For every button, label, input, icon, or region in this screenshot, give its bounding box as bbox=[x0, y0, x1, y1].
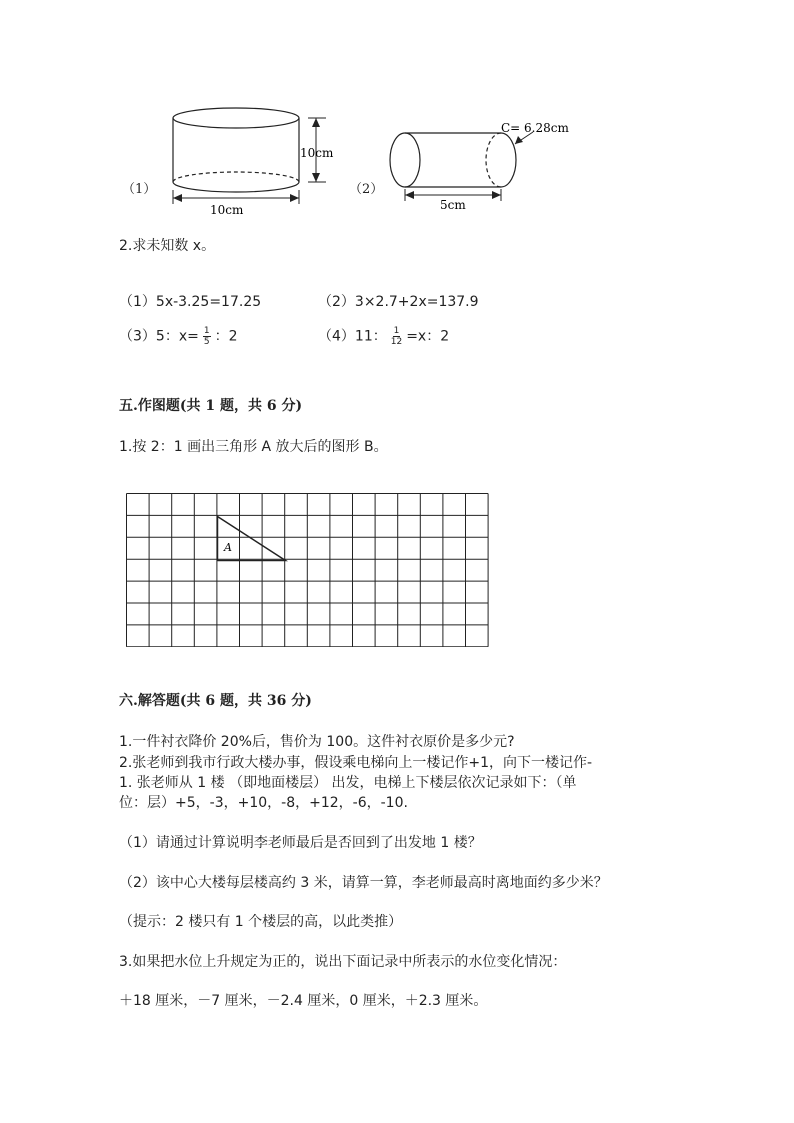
section-6-question-2-sub-1: （1）请通过计算说明李老师最后是否回到了出发地 1 楼？ bbox=[119, 835, 482, 851]
section-6-question-2-line-1: 2.张老师到我市行政大楼办事，假设乘电梯向上一楼记作+1，向下一楼记作- bbox=[119, 755, 593, 771]
equation-3 bbox=[119, 326, 238, 347]
equation-4-suffix: =x：2 bbox=[406, 328, 450, 345]
section-6-question-2-sub-2: （2）该中心大楼每层楼高约 3 米，请算一算，李老师最高时离地面约多少米？ bbox=[119, 875, 608, 891]
drawing-grid bbox=[126, 493, 490, 647]
section-6-question-2-hint: （提示：2 楼只有 1 个楼层的高，以此类推） bbox=[119, 914, 403, 930]
section-5-heading: 五.作图题(共 1 题，共 6 分) bbox=[119, 398, 303, 414]
equation-3-prefix: （3）5：x= bbox=[119, 328, 199, 345]
fraction-denominator: 12 bbox=[390, 337, 403, 347]
fraction-denominator: 5 bbox=[203, 337, 210, 347]
cylinder-2-circumference-label: C= 6.28cm bbox=[501, 121, 569, 135]
equation-3-suffix: ：2 bbox=[214, 328, 238, 345]
fraction-one-twelfth bbox=[391, 326, 402, 347]
section-6-question-1: 1.一件衬衣降价 20%后，售价为 100。这件衬衣原价是多少元? bbox=[119, 734, 515, 750]
cylinder-1-diameter-label: 10cm bbox=[210, 203, 244, 217]
section-6-heading: 六.解答题(共 6 题，共 36 分) bbox=[119, 693, 312, 709]
equation-4 bbox=[318, 326, 449, 347]
section-6-question-3: 3.如果把水位上升规定为正的，说出下面记录中所表示的水位变化情况： bbox=[119, 954, 567, 970]
fraction-one-fifth bbox=[203, 326, 211, 347]
section-5-question-1: 1.按 2：1 画出三角形 A 放大后的图形 B。 bbox=[119, 439, 388, 455]
cylinder-2-length-label: 5cm bbox=[440, 198, 466, 212]
section-6-question-2-line-3: 位：层）+5，-3，+10，-8，+12，-6，-10. bbox=[119, 795, 408, 811]
section-6-question-2-line-2: 1. 张老师从 1 楼 （即地面楼层） 出发，电梯上下楼层依次记录如下：（单 bbox=[119, 775, 577, 791]
cylinder-2-figure bbox=[385, 112, 585, 212]
equation-4-prefix: （4）11： bbox=[318, 328, 387, 345]
figure-2-label: （2） bbox=[349, 182, 384, 197]
figure-1-label: （1） bbox=[122, 182, 157, 197]
q2-title: 2.求未知数 x。 bbox=[119, 238, 216, 254]
equation-2: （2）3×2.7+2x=137.9 bbox=[318, 294, 479, 310]
equation-1: （1）5x-3.25=17.25 bbox=[119, 294, 262, 310]
section-6-question-3-values: ＋18 厘米，－7 厘米，－2.4 厘米，0 厘米，＋2.3 厘米。 bbox=[119, 993, 488, 1009]
cylinder-1-figure bbox=[150, 100, 350, 220]
triangle-a-label: A bbox=[224, 541, 232, 554]
fraction-numerator: 1 bbox=[203, 326, 210, 336]
cylinder-1-height-label: 10cm bbox=[300, 146, 334, 160]
fraction-numerator: 1 bbox=[393, 326, 400, 336]
